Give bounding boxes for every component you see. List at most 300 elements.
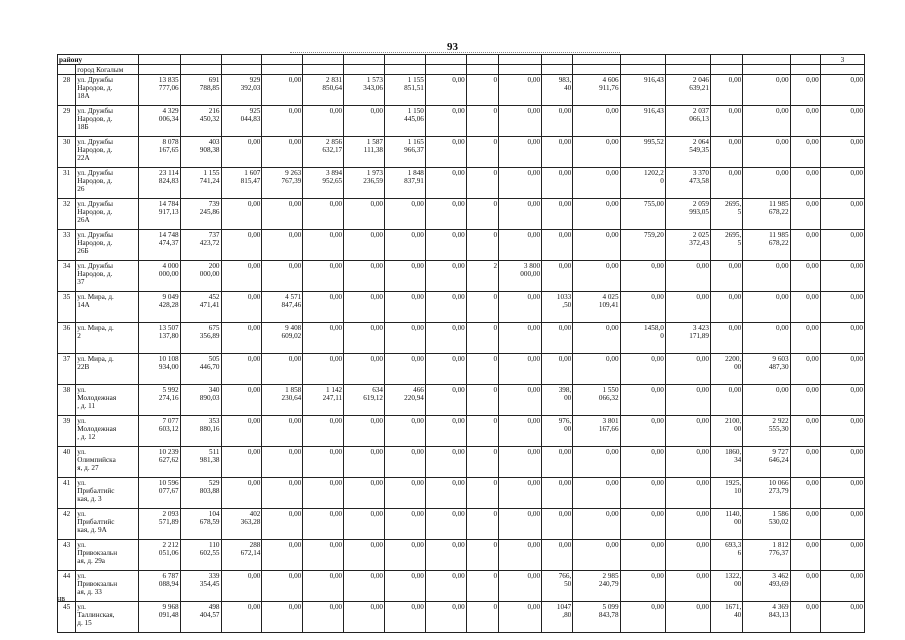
table-row (58, 230, 865, 261)
value-cell: 0,00 (665, 478, 710, 509)
value-cell: 0,00 (303, 199, 344, 230)
address-cell: ул. Молодежная , д. 11 (76, 385, 138, 416)
value-cell: 0,00 (385, 416, 426, 447)
value-cell: 0,00 (665, 447, 710, 478)
value-cell: 1 607 815,47 (221, 168, 262, 199)
value-cell: 10 596 077,67 (138, 478, 180, 509)
row-number: 43 (58, 540, 76, 571)
value-cell: 0,00 (221, 416, 262, 447)
value-cell: 0,00 (820, 478, 864, 509)
value-cell: 7 077 603,12 (138, 416, 180, 447)
address-cell: ул. Привокзальн ая, д. 33 (76, 571, 138, 602)
value-cell: 983, 40 (542, 75, 573, 106)
value-cell: 9 408 609,02 (262, 323, 303, 354)
value-cell: 353 880,16 (180, 416, 221, 447)
value-cell: 0,00 (303, 509, 344, 540)
value-cell: 976, 00 (542, 416, 573, 447)
value-cell: 0,00 (221, 385, 262, 416)
value-cell: 0,00 (303, 540, 344, 571)
value-cell: 2 093 571,89 (138, 509, 180, 540)
value-cell: 0,00 (262, 354, 303, 385)
value-cell: 0,00 (385, 602, 426, 633)
value-cell: 1458,0 0 (620, 323, 665, 354)
budget-table (57, 54, 865, 633)
value-cell: 216 450,32 (180, 106, 221, 137)
value-cell: 0,00 (385, 540, 426, 571)
value-cell: 0,00 (499, 292, 542, 323)
value-cell: 4 329 006,34 (138, 106, 180, 137)
value-cell: 0,00 (820, 292, 864, 323)
address-cell: ул. Таллинская, д. 15 (76, 602, 138, 633)
value-cell: 0,00 (790, 75, 820, 106)
value-cell: 0,00 (425, 571, 466, 602)
value-cell: 340 890,03 (180, 385, 221, 416)
value-cell: 11 985 678,22 (743, 199, 790, 230)
address-cell: ул. Дружбы Народов, д. 37 (76, 261, 138, 292)
value-cell: 0,00 (344, 571, 385, 602)
table-row (58, 354, 865, 385)
value-cell: 0,00 (665, 602, 710, 633)
value-cell: 0,00 (221, 137, 262, 168)
value-cell: 0,00 (303, 106, 344, 137)
value-cell: 0,00 (620, 509, 665, 540)
value-cell: 0,00 (790, 137, 820, 168)
value-cell: 1 587 111,38 (344, 137, 385, 168)
value-cell: 6 787 088,94 (138, 571, 180, 602)
value-cell: 2 059 993,05 (665, 199, 710, 230)
value-cell: 0 (466, 168, 498, 199)
row-number: 28 (58, 75, 76, 106)
value-cell: 1 573 343,06 (344, 75, 385, 106)
value-cell: 452 471,41 (180, 292, 221, 323)
value-cell: 2 985 240,79 (573, 571, 620, 602)
value-cell: 0,00 (820, 540, 864, 571)
value-cell: 0,00 (499, 199, 542, 230)
value-cell: 3 423 171,89 (665, 323, 710, 354)
value-cell: 0,00 (262, 106, 303, 137)
value-cell: 0,00 (262, 261, 303, 292)
value-cell: 0,00 (573, 540, 620, 571)
table-row (58, 385, 865, 416)
value-cell: 0,00 (743, 292, 790, 323)
value-cell: 0,00 (262, 199, 303, 230)
value-cell: 1925, 10 (710, 478, 742, 509)
value-cell: 1 586 530,02 (743, 509, 790, 540)
value-cell: 916,43 (620, 106, 665, 137)
value-cell: 505 446,70 (180, 354, 221, 385)
value-cell: 2 064 549,35 (665, 137, 710, 168)
value-cell: 0,00 (542, 447, 573, 478)
value-cell: 0,00 (425, 199, 466, 230)
value-cell: 0,00 (221, 478, 262, 509)
value-cell: 1202,2 0 (620, 168, 665, 199)
value-cell: 0,00 (620, 292, 665, 323)
table-row (58, 261, 865, 292)
value-cell: 0,00 (425, 416, 466, 447)
value-cell: 0,00 (790, 168, 820, 199)
address-cell: ул. Дружбы Народов, д. 26Б (76, 230, 138, 261)
value-cell: 0,00 (620, 571, 665, 602)
value-cell: 2 037 066,13 (665, 106, 710, 137)
value-cell: 0,00 (303, 323, 344, 354)
value-cell: 9 727 646,24 (743, 447, 790, 478)
value-cell: 2200, 00 (710, 354, 742, 385)
value-cell: 10 108 934,00 (138, 354, 180, 385)
row-number: 30 (58, 137, 76, 168)
value-cell: 0,00 (385, 478, 426, 509)
value-cell: 0,00 (425, 385, 466, 416)
row-number: 34 (58, 261, 76, 292)
value-cell: 4 000 000,00 (138, 261, 180, 292)
header-row-city (58, 65, 865, 75)
value-cell: 0,00 (820, 199, 864, 230)
value-cell: 2 831 850,64 (303, 75, 344, 106)
address-cell: ул. Мира, д. 14А (76, 292, 138, 323)
value-cell: 0,00 (425, 509, 466, 540)
value-cell: 3 462 493,69 (743, 571, 790, 602)
value-cell: 0,00 (499, 106, 542, 137)
value-cell: 3 370 473,58 (665, 168, 710, 199)
value-cell: 0,00 (790, 447, 820, 478)
value-cell: 0,00 (344, 540, 385, 571)
top-divider (290, 52, 620, 53)
value-cell: 8 078 167,65 (138, 137, 180, 168)
value-cell: 0,00 (620, 602, 665, 633)
value-cell: 0 (466, 137, 498, 168)
value-cell: 1 150 445,06 (385, 106, 426, 137)
value-cell: 0,00 (790, 509, 820, 540)
value-cell: 0,00 (262, 230, 303, 261)
value-cell: 0 (466, 323, 498, 354)
value-cell: 0,00 (710, 261, 742, 292)
row-number: 41 (58, 478, 76, 509)
value-cell: 0 (466, 385, 498, 416)
table-row (58, 540, 865, 571)
value-cell: 0,00 (790, 540, 820, 571)
value-cell: 0,00 (820, 230, 864, 261)
value-cell: 0,00 (620, 540, 665, 571)
value-cell: 0,00 (820, 106, 864, 137)
value-cell: 0,00 (344, 230, 385, 261)
value-cell: 0,00 (743, 385, 790, 416)
value-cell: 0,00 (262, 75, 303, 106)
value-cell: 0,00 (385, 354, 426, 385)
value-cell: 104 678,59 (180, 509, 221, 540)
value-cell: 0,00 (620, 478, 665, 509)
value-cell: 0,00 (344, 323, 385, 354)
value-cell: 0 (466, 602, 498, 633)
value-cell: 0,00 (425, 447, 466, 478)
value-cell: 0,00 (820, 323, 864, 354)
value-cell: 0,00 (820, 571, 864, 602)
value-cell: 0,00 (620, 261, 665, 292)
address-cell: ул. Мира, д. 2 (76, 323, 138, 354)
value-cell: 3 800 000,00 (499, 261, 542, 292)
value-cell: 0,00 (499, 416, 542, 447)
row-number: 38 (58, 385, 76, 416)
value-cell: 2 922 555,30 (743, 416, 790, 447)
value-cell: 0,00 (710, 137, 742, 168)
value-cell: 0,00 (425, 478, 466, 509)
value-cell: 0,00 (573, 199, 620, 230)
row-number: 32 (58, 199, 76, 230)
value-cell: 0 (466, 106, 498, 137)
value-cell: 0 (466, 199, 498, 230)
value-cell: 4 606 911,76 (573, 75, 620, 106)
value-cell: 9 968 091,48 (138, 602, 180, 633)
row-number: 33 (58, 230, 76, 261)
address-cell: ул. Дружбы Народов, д. 26А (76, 199, 138, 230)
value-cell: 4 571 847,46 (262, 292, 303, 323)
value-cell: 110 602,55 (180, 540, 221, 571)
table-row (58, 571, 865, 602)
value-cell: 0,00 (425, 540, 466, 571)
value-cell: 2 212 051,06 (138, 540, 180, 571)
value-cell: 0,00 (790, 106, 820, 137)
value-cell: 0,00 (573, 137, 620, 168)
value-cell: 0,00 (344, 106, 385, 137)
value-cell: 403 908,38 (180, 137, 221, 168)
address-cell: ул. Мира, д. 22В (76, 354, 138, 385)
value-cell: 759,20 (620, 230, 665, 261)
value-cell: 0,00 (710, 292, 742, 323)
value-cell: 0,00 (499, 478, 542, 509)
value-cell: 0,00 (499, 385, 542, 416)
footer-mark: нв (57, 594, 66, 603)
value-cell: 11 985 678,22 (743, 230, 790, 261)
address-cell: ул. Дружбы Народов, д. 22А (76, 137, 138, 168)
value-cell: 0,00 (425, 292, 466, 323)
value-cell: 0 (466, 540, 498, 571)
value-cell: 0,00 (262, 416, 303, 447)
value-cell: 0,00 (573, 106, 620, 137)
value-cell: 0,00 (385, 571, 426, 602)
table-row (58, 509, 865, 540)
value-cell: 0 (466, 447, 498, 478)
value-cell: 200 000,00 (180, 261, 221, 292)
value-cell: 0,00 (425, 137, 466, 168)
table-row (58, 416, 865, 447)
address-cell: ул. Дружбы Народов, д. 26 (76, 168, 138, 199)
value-cell: 0,00 (790, 478, 820, 509)
value-cell: 0,00 (221, 199, 262, 230)
value-cell: 0,00 (665, 571, 710, 602)
value-cell: 1 142 247,11 (303, 385, 344, 416)
value-cell: 0,00 (221, 571, 262, 602)
value-cell: 0,00 (385, 447, 426, 478)
row-number: 42 (58, 509, 76, 540)
value-cell: 0,00 (573, 354, 620, 385)
value-cell: 0,00 (743, 261, 790, 292)
value-cell: 5 099 843,78 (573, 602, 620, 633)
value-cell: 929 392,03 (221, 75, 262, 106)
value-cell: 0,00 (542, 478, 573, 509)
address-cell: ул. Олимпийска я, д. 27 (76, 447, 138, 478)
value-cell: 0,00 (499, 323, 542, 354)
value-cell: 0,00 (790, 354, 820, 385)
address-cell: ул. Прибалтийс кая, д. 3 (76, 478, 138, 509)
value-cell: 0,00 (542, 354, 573, 385)
value-cell: 0,00 (573, 261, 620, 292)
row-number: 40 (58, 447, 76, 478)
value-cell: 0,00 (344, 416, 385, 447)
value-cell: 2 (466, 261, 498, 292)
value-cell: 0,00 (665, 354, 710, 385)
value-cell: 675 356,89 (180, 323, 221, 354)
row-number: 36 (58, 323, 76, 354)
value-cell: 0,00 (743, 137, 790, 168)
value-cell: 737 423,72 (180, 230, 221, 261)
value-cell: 916,43 (620, 75, 665, 106)
row-number: 45 (58, 602, 76, 633)
value-cell: 339 354,45 (180, 571, 221, 602)
value-cell: 1033 ,50 (542, 292, 573, 323)
value-cell: 0,00 (303, 602, 344, 633)
value-cell: 1 858 230,64 (262, 385, 303, 416)
value-cell: 1 812 776,37 (743, 540, 790, 571)
value-cell: 0,00 (221, 602, 262, 633)
value-cell: 0,00 (262, 602, 303, 633)
value-cell: 0 (466, 292, 498, 323)
value-cell: 0,00 (303, 447, 344, 478)
table-row (58, 292, 865, 323)
value-cell: 13 835 777,06 (138, 75, 180, 106)
value-cell: 0,00 (303, 230, 344, 261)
value-cell: 0,00 (262, 447, 303, 478)
value-cell: 0,00 (542, 168, 573, 199)
value-cell: 1 973 236,59 (344, 168, 385, 199)
city-label: город Когалым (76, 65, 138, 75)
value-cell: 0,00 (710, 385, 742, 416)
value-cell: 0,00 (790, 292, 820, 323)
value-cell: 0,00 (425, 106, 466, 137)
value-cell: 0,00 (303, 354, 344, 385)
value-cell: 0,00 (665, 261, 710, 292)
value-cell: 0 (466, 571, 498, 602)
value-cell: 0,00 (790, 323, 820, 354)
table-row (58, 168, 865, 199)
address-cell: ул. Молодежная , д. 12 (76, 416, 138, 447)
value-cell: 0,00 (385, 199, 426, 230)
value-cell: 1 550 066,32 (573, 385, 620, 416)
row-number: 39 (58, 416, 76, 447)
region-label: району (58, 55, 139, 65)
value-cell: 755,00 (620, 199, 665, 230)
value-cell: 0,00 (262, 509, 303, 540)
value-cell: 634 619,12 (344, 385, 385, 416)
value-cell: 0,00 (542, 199, 573, 230)
value-cell: 0,00 (743, 168, 790, 199)
value-cell: 0,00 (820, 602, 864, 633)
value-cell: 14 784 917,13 (138, 199, 180, 230)
value-cell: 0,00 (573, 447, 620, 478)
value-cell: 1671, 40 (710, 602, 742, 633)
value-cell: 0,00 (790, 571, 820, 602)
value-cell: 0,00 (665, 385, 710, 416)
value-cell: 0,00 (221, 261, 262, 292)
value-cell: 0,00 (573, 168, 620, 199)
value-cell: 691 788,85 (180, 75, 221, 106)
table-row (58, 447, 865, 478)
value-cell: 0,00 (385, 509, 426, 540)
value-cell: 0,00 (790, 230, 820, 261)
address-cell: ул. Прибалтийс кая, д. 9А (76, 509, 138, 540)
value-cell: 10 239 627,62 (138, 447, 180, 478)
value-cell: 0,00 (820, 75, 864, 106)
value-cell: 0,00 (221, 292, 262, 323)
value-cell: 0,00 (499, 230, 542, 261)
value-cell: 0,00 (221, 447, 262, 478)
page-number: 93 (447, 41, 458, 53)
value-cell: 0,00 (743, 75, 790, 106)
value-cell: 9 049 428,28 (138, 292, 180, 323)
value-cell: 0,00 (620, 354, 665, 385)
value-cell: 0,00 (344, 447, 385, 478)
value-cell: 2695, 5 (710, 199, 742, 230)
value-cell: 0,00 (820, 261, 864, 292)
value-cell: 0,00 (425, 75, 466, 106)
header-row-region (58, 55, 865, 65)
value-cell: 0,00 (743, 106, 790, 137)
value-cell: 0,00 (385, 261, 426, 292)
value-cell: 0,00 (499, 509, 542, 540)
value-cell: 0,00 (620, 447, 665, 478)
value-cell: 0,00 (542, 540, 573, 571)
value-cell: 398, 00 (542, 385, 573, 416)
value-cell: 2 856 632,17 (303, 137, 344, 168)
value-cell: 4 369 843,13 (743, 602, 790, 633)
value-cell: 0,00 (344, 478, 385, 509)
value-cell: 0,00 (499, 354, 542, 385)
value-cell: 0,00 (710, 75, 742, 106)
value-cell: 0,00 (499, 137, 542, 168)
value-cell: 0,00 (542, 261, 573, 292)
value-cell: 0,00 (303, 292, 344, 323)
value-cell: 0,00 (820, 447, 864, 478)
value-cell: 766, 50 (542, 571, 573, 602)
value-cell: 3 801 167,66 (573, 416, 620, 447)
value-cell: 0,00 (820, 168, 864, 199)
row-number: 37 (58, 354, 76, 385)
address-cell: ул. Привокзальн ая, д. 29а (76, 540, 138, 571)
value-cell: 0,00 (425, 261, 466, 292)
value-cell: 0,00 (620, 416, 665, 447)
value-cell: 529 803,88 (180, 478, 221, 509)
row-number: 44 (58, 571, 76, 602)
value-cell: 0,00 (820, 385, 864, 416)
value-cell: 2100, 00 (710, 416, 742, 447)
value-cell: 0,00 (221, 323, 262, 354)
value-cell: 1 155 851,51 (385, 75, 426, 106)
value-cell: 0,00 (790, 385, 820, 416)
value-cell: 0,00 (303, 478, 344, 509)
value-cell: 0,00 (499, 540, 542, 571)
value-cell: 0,00 (820, 354, 864, 385)
value-cell: 0,00 (665, 416, 710, 447)
value-cell: 23 114 824,83 (138, 168, 180, 199)
value-cell: 2695, 5 (710, 230, 742, 261)
value-cell: 693,3 6 (710, 540, 742, 571)
table-row (58, 478, 865, 509)
value-cell: 0,00 (499, 168, 542, 199)
value-cell: 0 (466, 75, 498, 106)
value-cell: 1322, 00 (710, 571, 742, 602)
value-cell: 466 220,94 (385, 385, 426, 416)
value-cell: 0,00 (425, 230, 466, 261)
column-number: 3 (820, 55, 864, 65)
value-cell: 0,00 (790, 261, 820, 292)
value-cell: 1140, 00 (710, 509, 742, 540)
